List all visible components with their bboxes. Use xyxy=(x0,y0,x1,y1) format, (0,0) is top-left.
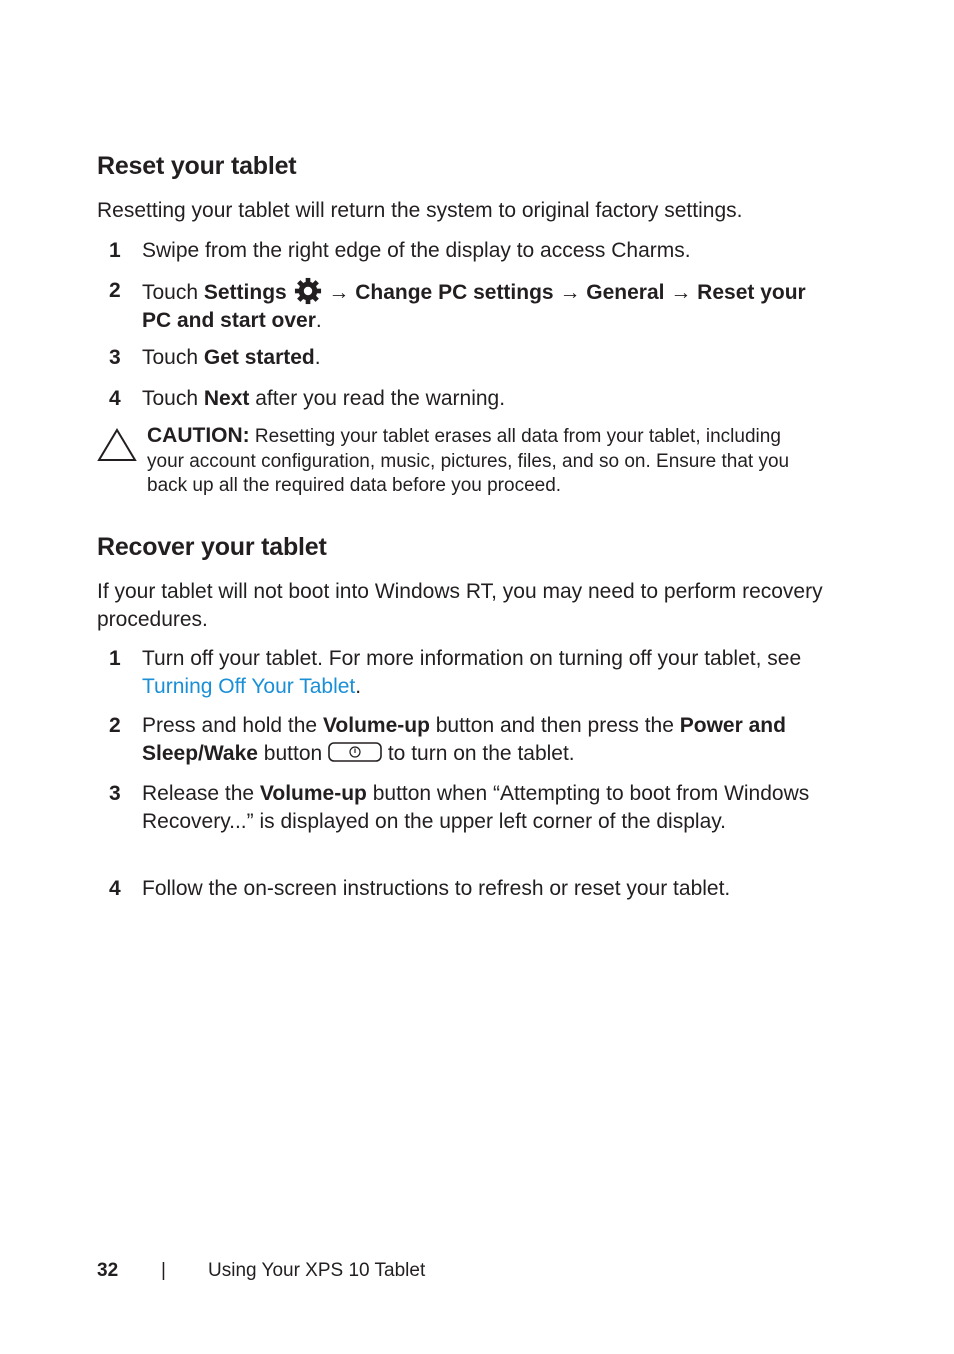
gear-icon xyxy=(293,277,323,305)
recover-intro: If your tablet will not boot into Windows RT, you may need to perform recovery procedures. xyxy=(97,580,823,631)
step-text-post: . xyxy=(315,308,322,332)
footer-title: Using Your XPS 10 Tablet xyxy=(208,1260,426,1281)
step-number: 2 xyxy=(109,279,121,302)
step-number: 3 xyxy=(109,782,121,805)
next-label: Next xyxy=(203,387,250,410)
arrow: → xyxy=(322,281,356,304)
general-label: General xyxy=(586,281,665,304)
arrow: → xyxy=(664,281,698,304)
reset-heading: Reset your tablet xyxy=(97,152,297,180)
step-number: 3 xyxy=(109,346,121,369)
reset-intro: Resetting your tablet will return the system to original factory settings. xyxy=(97,199,743,222)
step-text xyxy=(142,385,832,413)
step-text: Swipe from the right edge of the display to access Charms. xyxy=(142,239,691,262)
step-text-mid: button and then press the xyxy=(429,714,680,737)
page-number: 32 xyxy=(97,1260,119,1281)
step-text-post: button when “Attempting to boot from Windows Recovery...” is displayed on the upper left corner of the display. xyxy=(142,782,810,833)
step-text-pre: Touch xyxy=(142,346,204,369)
turning-off-tablet-link[interactable]: Turning Off Your Tablet xyxy=(142,674,356,698)
step-text-post: after you read the warning. xyxy=(249,387,506,410)
step-text-mid: button xyxy=(257,741,329,765)
step-text: Follow the on-screen instructions to refresh or reset your tablet. xyxy=(142,877,731,900)
change-pc-settings-label: Change PC settings xyxy=(355,281,554,304)
volume-up-label: Volume-up xyxy=(322,714,430,737)
settings-label: Settings xyxy=(203,281,287,304)
step-text-post: to turn on the tablet. xyxy=(382,741,575,765)
step-text xyxy=(142,780,832,835)
step-text xyxy=(142,645,832,700)
step-number: 2 xyxy=(109,714,121,737)
recover-heading: Recover your tablet xyxy=(97,533,327,561)
step-text-pre: Touch xyxy=(142,281,204,304)
step-number: 1 xyxy=(109,239,121,262)
step-text-pre: Turn off your tablet. For more information on turning off your tablet, see xyxy=(142,647,802,670)
step-text xyxy=(142,712,832,767)
caution-text xyxy=(147,424,817,499)
step-text-pre: Release the xyxy=(142,782,260,805)
step-text-post: . xyxy=(355,674,362,698)
step-text xyxy=(142,344,832,372)
step-number: 4 xyxy=(109,877,121,900)
step-text xyxy=(142,277,832,334)
caution-label: CAUTION: xyxy=(147,424,250,447)
get-started-label: Get started xyxy=(203,346,315,369)
step-text-pre: Press and hold the xyxy=(142,714,323,737)
step-number: 4 xyxy=(109,387,121,410)
reset-pc-label: Reset your PC and start over xyxy=(142,281,806,332)
step-text-post: . xyxy=(314,346,321,369)
footer-separator: | xyxy=(161,1260,166,1281)
power-sleep-wake-label: Power and Sleep/Wake xyxy=(142,714,786,765)
step-text-pre: Touch xyxy=(142,387,204,410)
step-number: 1 xyxy=(109,647,121,670)
caution-body: Resetting your tablet erases all data from your tablet, including your account configuration, music, pictures, files, and so on. Ensure that you back up all the required data before you proceed. xyxy=(147,426,790,496)
warning-triangle-icon xyxy=(97,428,137,462)
volume-up-label: Volume-up xyxy=(259,782,367,805)
arrow: → xyxy=(553,281,587,304)
power-button-icon xyxy=(328,742,382,762)
